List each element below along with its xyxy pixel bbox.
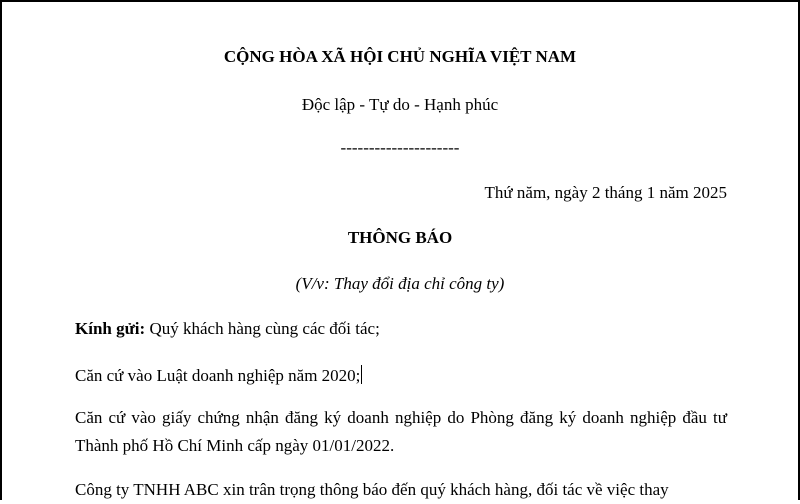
document-date: Thứ năm, ngày 2 tháng 1 năm 2025 [484, 183, 727, 202]
basis-paragraph-1[interactable] [75, 365, 362, 386]
motto: Độc lập - Tự do - Hạnh phúc [301, 95, 499, 114]
text-cursor [361, 365, 362, 384]
recipient-label: Kính gửi: [75, 319, 146, 338]
separator: --------------------- [340, 138, 460, 157]
document-title: THÔNG BÁO [347, 228, 453, 247]
basis-1-text: Căn cứ vào Luật doanh nghiệp năm 2020; [75, 366, 361, 385]
recipient: Quý khách hàng cùng các đối tác; [145, 319, 380, 338]
recipient-line[interactable] [75, 319, 380, 339]
basis-paragraph-2[interactable]: Căn cứ vào giấy chứng nhận đăng ký doanh nghiệp do Phòng đăng ký doanh nghiệp đầu tư Thành phố Hồ Chí Minh cấp ngày 01/01/2022. [75, 408, 727, 455]
national-title: CỘNG HÒA XÃ HỘI CHỦ NGHĨA VIỆT NAM [223, 47, 577, 66]
document-subject: (V/v: Thay đổi địa chỉ công ty) [295, 274, 505, 293]
body-paragraph[interactable]: Công ty TNHH ABC xin trân trọng thông báo đến quý khách hàng, đối tác về việc thay [75, 480, 669, 499]
